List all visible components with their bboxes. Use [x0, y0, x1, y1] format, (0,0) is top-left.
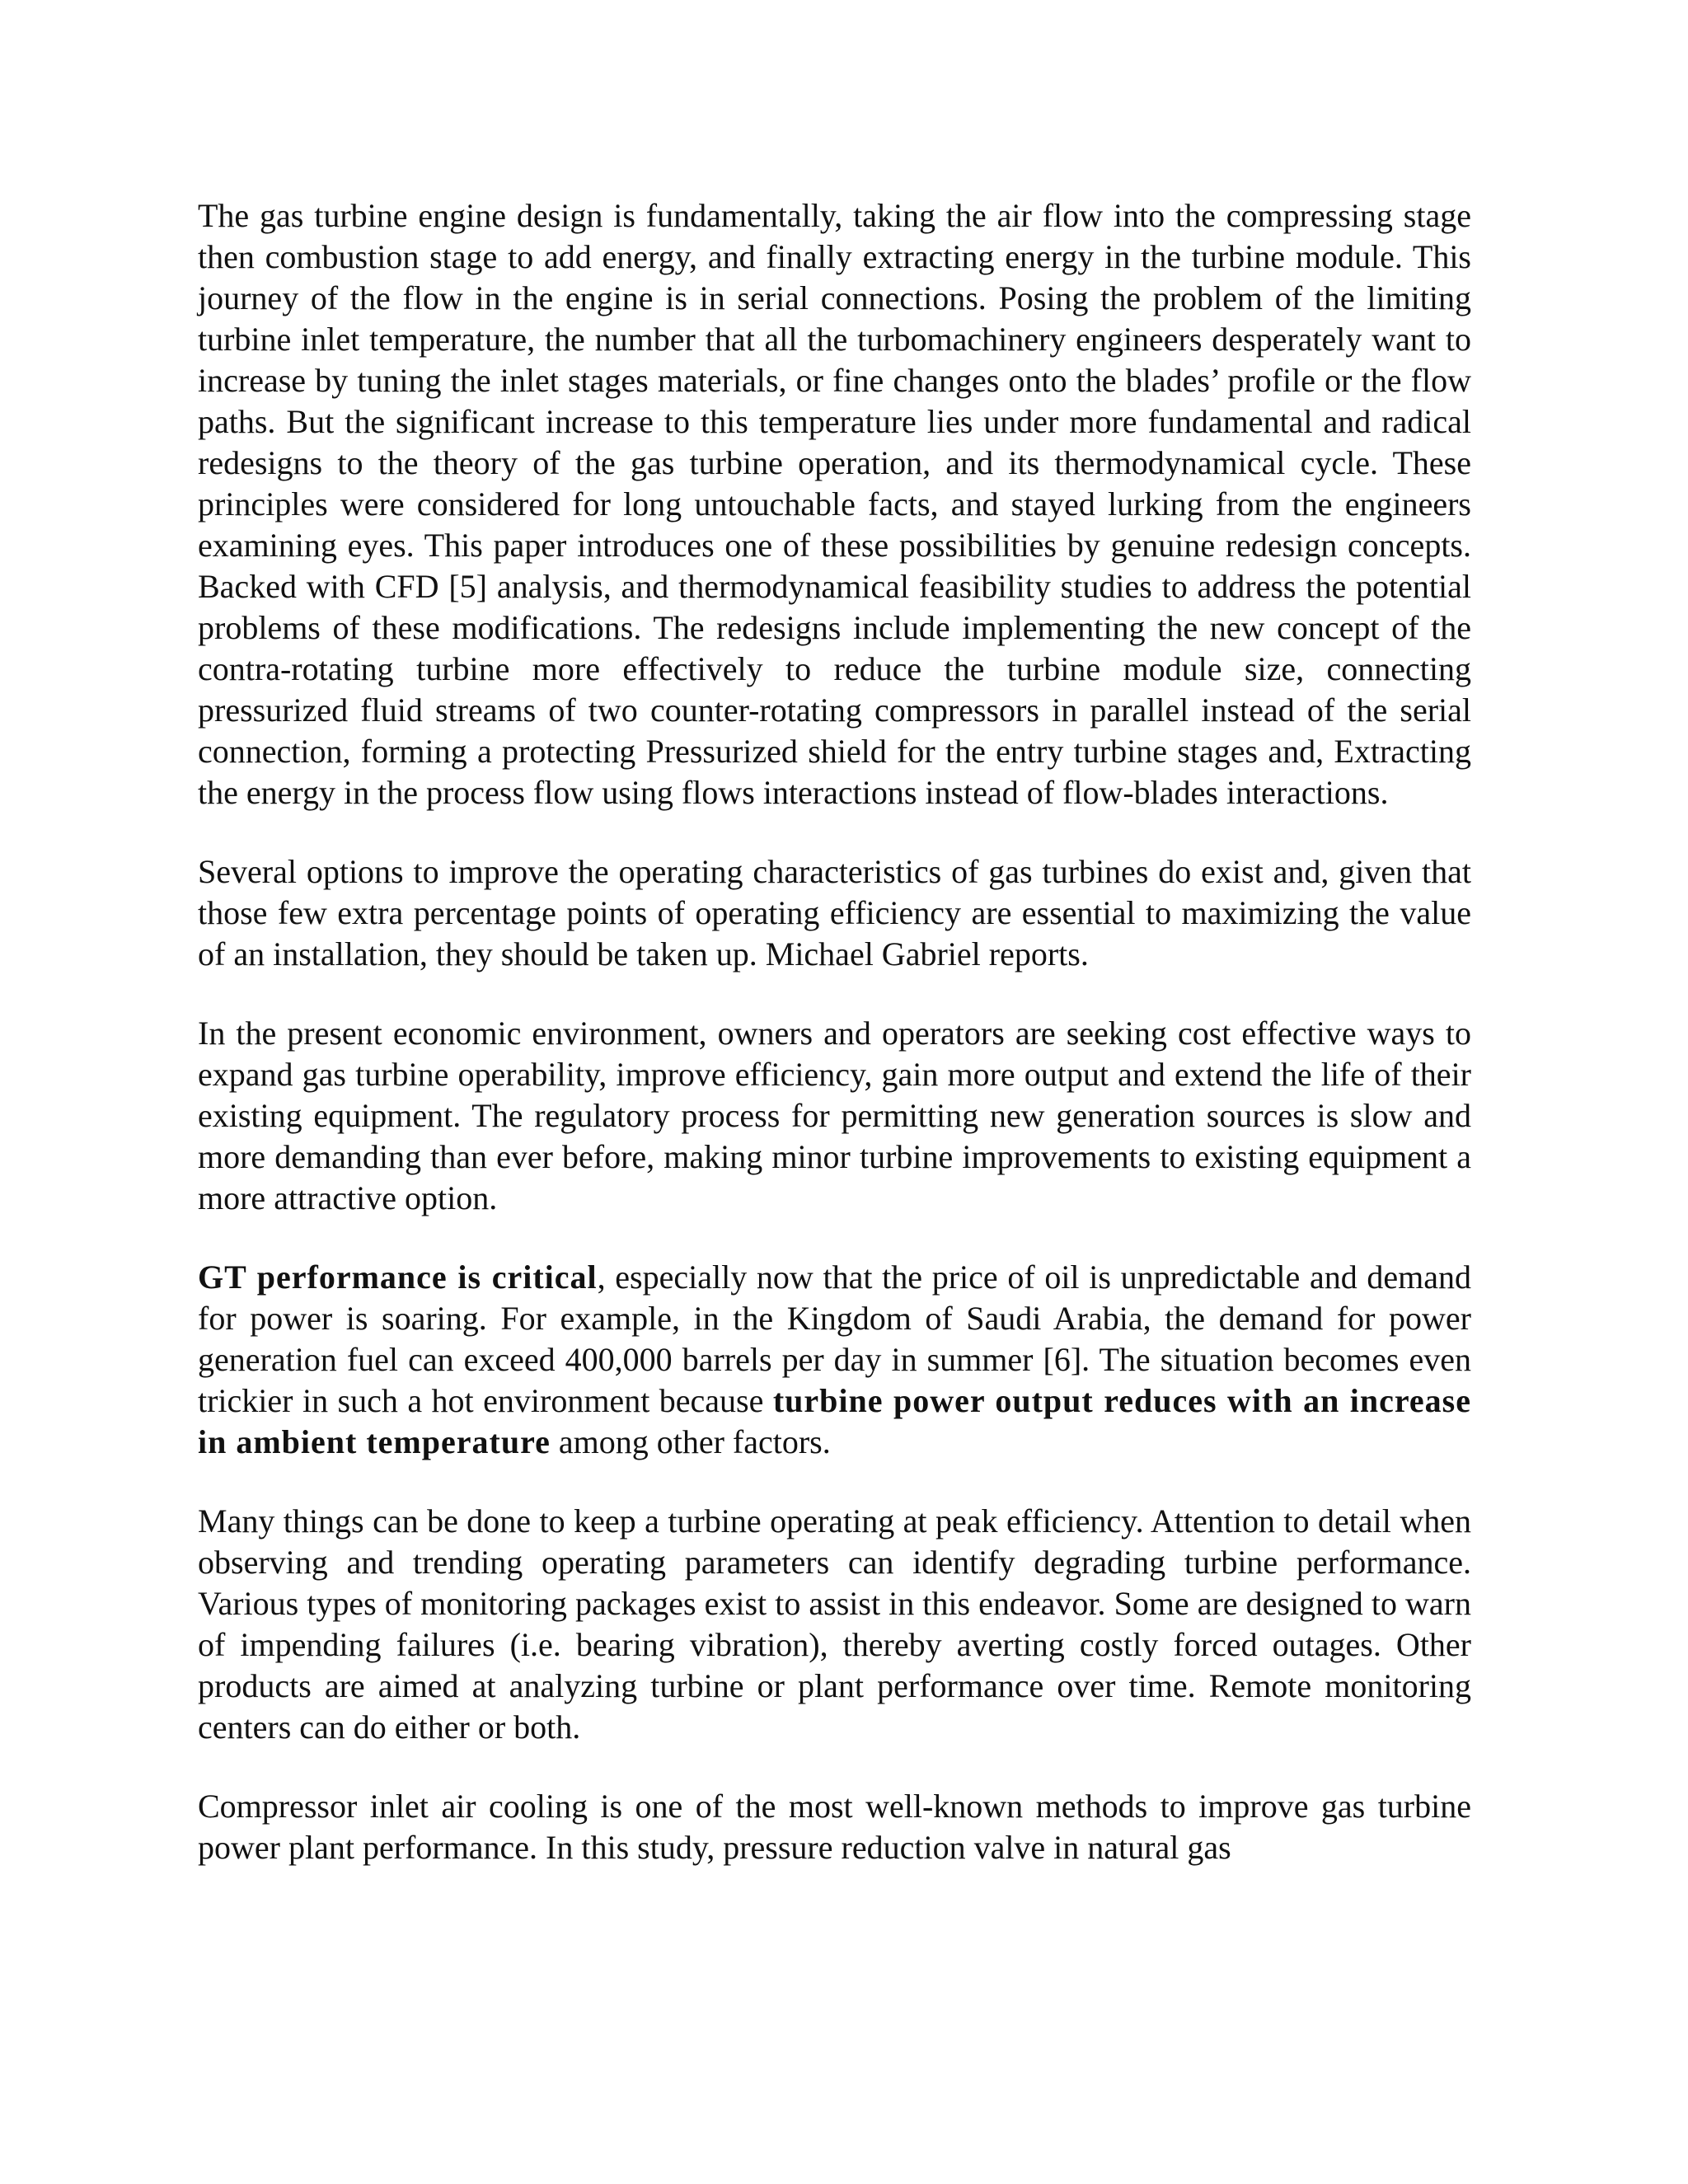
paragraph-economic-environment	[198, 1013, 1471, 1219]
bold-phrase: GT performance is critical	[198, 1258, 598, 1296]
paragraph-turbine-design	[198, 195, 1471, 813]
paragraph-text: Compressor inlet air cooling is one of the most well-known methods to improve gas turbine power plant performance. In this study, pressure reduction valve in natural gas	[198, 1788, 1471, 1866]
paragraph-text: among other factors.	[550, 1423, 831, 1460]
bold-phrase: turbine power output reduces with an increase in ambient temperature	[198, 1382, 1471, 1460]
paragraph-improvement-options	[198, 851, 1471, 975]
paragraph-inlet-air-cooling	[198, 1786, 1471, 1868]
paragraph-text: Several options to improve the operating characteristics of gas turbines do exist and, given that those few extra percentage points of operating efficiency are essential to maximizing the value of an installation, they should be taken up. Michael Gabriel reports.	[198, 853, 1471, 972]
paragraph-text: In the present economic environment, owners and operators are seeking cost effective ways to expand gas turbine operability, improve efficiency, gain more output and extend the life of their existing equipment. The regulatory process for permitting new generation sources is slow and more demanding than ever before, making minor turbine improvements to existing equipment a more attractive option.	[198, 1015, 1471, 1216]
paragraph-text: , especially now that the price of oil is unpredictable and demand for power is soaring. For example, in the Kingdom of Saudi Arabia, the demand for power generation fuel can exceed 400,000 barrels per day in summer [6]. The situation becomes even trickier in such a hot environment because	[198, 1258, 1472, 1419]
document-body	[198, 195, 1471, 1906]
paragraph-text: The gas turbine engine design is fundamentally, taking the air flow into the compressing stage then combustion stage to add energy, and finally extracting energy in the turbine module. This journey of the flow in the engine is in serial connections. Posing the problem of the limiting turbine inlet temperature, the number that all the turbomachinery engineers desperately want to increase by tuning the inlet stages materials, or fine changes onto the blades’ profile or the flow paths. But the significant increase to this temperature lies under more fundamental and radical redesigns to the theory of the gas turbine operation, and its thermodynamical cycle. These principles were considered for long untouchable facts, and stayed lurking from the engineers examining eyes. This paper introduces one of these possibilities by genuine redesign concepts. Backed with CFD [5] analysis, and thermodynamical feasibility studies to address the potential problems of these modifications. The redesigns include implementing the new concept of the contra-rotating turbine more effectively to reduce the turbine module size, connecting pressurized fluid streams of two counter-rotating compressors in parallel instead of the serial connection, forming a protecting Pressurized shield for the entry turbine stages and, Extracting the energy in the process flow using flows interactions instead of flow-blades interactions.	[198, 197, 1471, 811]
paragraph-gt-performance	[198, 1257, 1471, 1463]
paragraph-peak-efficiency	[198, 1501, 1471, 1748]
paragraph-text: Many things can be done to keep a turbine operating at peak efficiency. Attention to detail when observing and trending operating parameters can identify degrading turbine performance. Various types of monitoring packages exist to assist in this endeavor. Some are designed to warn of impending failures (i.e. bearing vibration), thereby averting costly forced outages. Other products are aimed at analyzing turbine or plant performance over time. Remote monitoring centers can do either or both.	[198, 1502, 1471, 1746]
